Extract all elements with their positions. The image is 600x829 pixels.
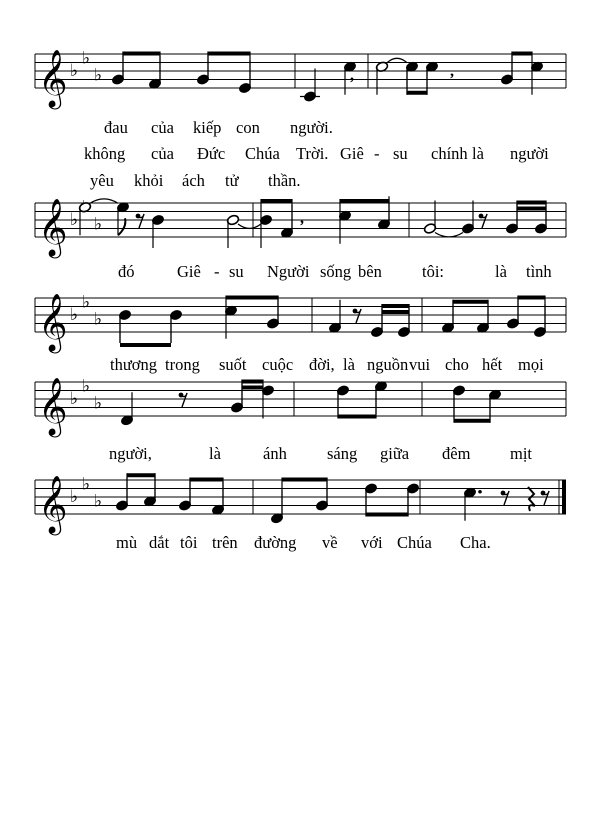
lyric-syllable: sống [320, 262, 352, 281]
lyric-syllable: đau [104, 118, 128, 137]
lyric-syllable: bên [358, 262, 382, 281]
lyric-syllable: là [209, 444, 221, 463]
lyric-syllable: Giê [340, 144, 364, 163]
beam [127, 473, 155, 477]
beam [123, 52, 160, 56]
lyric-syllable: không [84, 144, 126, 163]
lyric-syllable: - [214, 262, 220, 281]
beam [454, 419, 490, 423]
beam [242, 386, 263, 390]
flat-icon: ♭ [94, 65, 103, 86]
beam [120, 343, 171, 347]
staff-system [35, 48, 566, 190]
lyric-syllable: Giê [177, 262, 201, 281]
flat-icon: ♭ [94, 214, 103, 235]
breath-mark-icon: , [450, 63, 454, 80]
quarter-rest [528, 487, 535, 511]
lyric-syllable: người, [109, 444, 152, 463]
flat-icon: ♭ [70, 210, 79, 230]
beam [517, 201, 546, 205]
augmentation-dot [478, 490, 482, 494]
final-barline [562, 480, 566, 514]
lyric-syllable: thương [110, 355, 158, 374]
lyric-syllable: hết [482, 355, 503, 374]
flat-icon: ♭ [70, 61, 79, 81]
staff-system [35, 196, 566, 281]
lyric-syllable: đêm [442, 444, 471, 463]
lyric-syllable: - [374, 144, 380, 163]
lyric-syllable: trên [212, 533, 238, 552]
beam [382, 304, 409, 308]
flat-icon: ♭ [70, 305, 79, 325]
lyric-syllable: Trời. [296, 144, 329, 163]
lyric-syllable: Người [267, 262, 310, 281]
beam [190, 478, 223, 482]
beam [512, 52, 532, 56]
flat-icon: ♭ [70, 487, 79, 507]
lyric-syllable: người. [290, 118, 333, 137]
lyric-syllable: thần. [268, 171, 301, 190]
note-flag [118, 218, 125, 235]
flat-icon: ♭ [82, 292, 91, 313]
lyric-syllable: cho [445, 355, 469, 374]
flat-icon: ♭ [82, 48, 91, 69]
tie [238, 224, 261, 228]
treble-clef-icon: 𝄞 [38, 293, 68, 351]
treble-clef-icon: 𝄞 [38, 49, 68, 107]
treble-clef-icon: 𝄞 [38, 377, 68, 435]
beam [261, 199, 292, 203]
lyric-syllable: dắt [149, 533, 170, 552]
lyric-syllable: mịt [510, 444, 533, 463]
lyric-syllable: mọi [518, 355, 544, 374]
beam [242, 380, 263, 384]
lyric-syllable: su [393, 144, 408, 163]
flat-icon: ♭ [82, 376, 91, 397]
lyric-syllable: tử [225, 171, 239, 190]
lyric-syllable: giữa [380, 444, 410, 463]
flat-icon: ♭ [94, 393, 103, 414]
flat-icon: ♭ [94, 309, 103, 330]
lyric-syllable: khỏi [134, 171, 164, 190]
lyric-syllable: là [495, 262, 507, 281]
lyric-syllable: suốt [219, 355, 247, 374]
lyric-syllable: Chúa [245, 144, 280, 163]
lyric-syllable: tôi: [422, 262, 445, 281]
breath-mark-icon: , [300, 210, 304, 227]
lyric-syllable: yêu [90, 171, 114, 190]
lyric-syllable: đời, [309, 355, 335, 374]
treble-clef-icon: 𝄞 [38, 198, 68, 256]
lyric-syllable: của [151, 144, 174, 163]
beam [453, 300, 488, 304]
flat-icon: ♭ [70, 389, 79, 409]
lyric-syllable: cuộc [262, 355, 294, 374]
lyric-syllable: con [236, 118, 260, 137]
lyric-syllable: mù [116, 533, 138, 552]
lyric-syllable: đường [254, 533, 297, 552]
staff-system [35, 292, 566, 374]
breath-mark-icon: , [350, 67, 354, 84]
beam [340, 199, 389, 203]
beam [518, 296, 545, 300]
staff-system [35, 473, 566, 552]
beam [282, 478, 327, 482]
staff-system [35, 376, 566, 463]
beam [517, 207, 546, 211]
beam [208, 52, 250, 56]
flat-icon: ♭ [94, 491, 103, 512]
lyric-syllable: Chúa [397, 533, 432, 552]
lyric-syllable: kiếp [193, 118, 222, 137]
flat-icon: ♭ [82, 474, 91, 495]
beam [382, 310, 409, 314]
lyric-syllable: ánh [263, 444, 287, 463]
lyric-syllable: Đức [197, 144, 226, 163]
lyric-syllable: về [322, 533, 338, 552]
lyric-syllable: ách [182, 171, 205, 190]
lyric-syllable: là [472, 144, 484, 163]
lyric-syllable: sáng [327, 444, 358, 463]
beam [226, 296, 278, 300]
lyric-syllable: trong [165, 355, 200, 374]
treble-clef-icon: 𝄞 [38, 475, 68, 533]
lyric-syllable: người [510, 144, 549, 163]
lyric-syllable: tình [526, 262, 552, 281]
beam [407, 91, 427, 95]
lyric-syllable: đó [118, 262, 135, 281]
beam [338, 415, 376, 419]
lyric-syllable: của [151, 118, 174, 137]
lyric-syllable: Cha. [460, 533, 491, 552]
lyric-syllable: là [343, 355, 355, 374]
lyric-syllable: chính [431, 144, 468, 163]
tie [435, 233, 463, 237]
lyric-syllable: tôi [180, 533, 198, 552]
lyric-syllable: với [361, 533, 383, 552]
lyric-syllable: nguồn [367, 355, 409, 374]
beam [366, 513, 408, 517]
lyric-syllable: vui [409, 355, 431, 374]
lyric-syllable: su [229, 262, 244, 281]
